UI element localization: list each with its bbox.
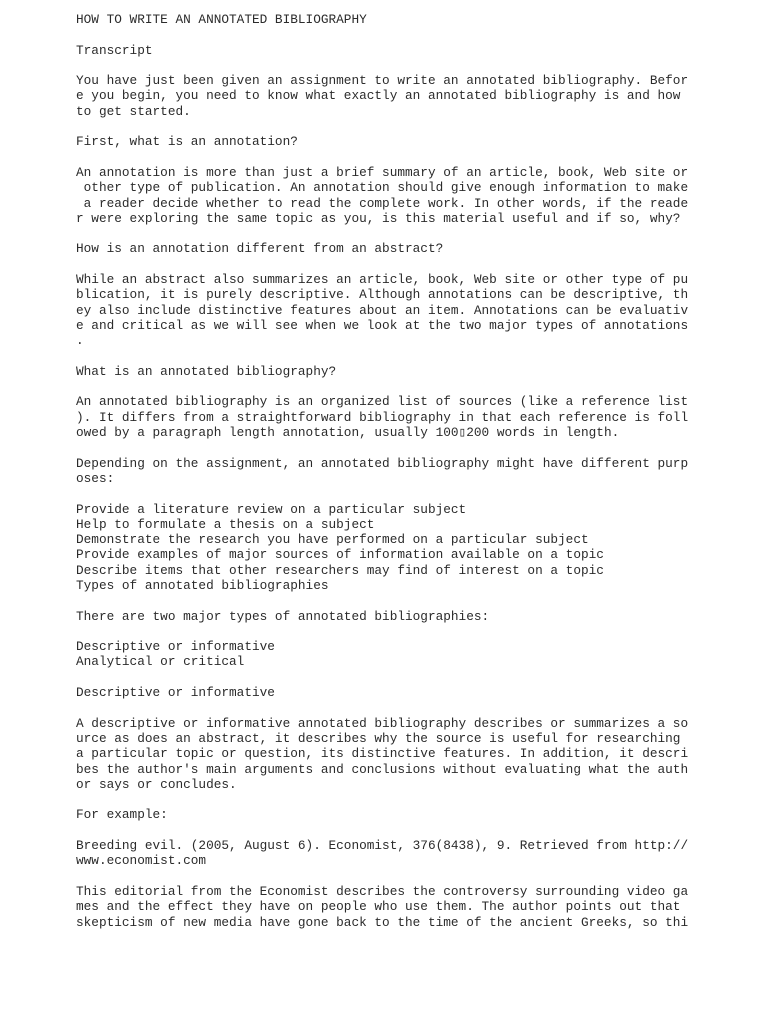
spacer: [76, 593, 676, 608]
section-heading: How is an annotation different from an abstract?: [76, 241, 444, 257]
paragraph-line: e and critical as we will see when we look at the two major types of annotations: [76, 317, 689, 333]
paragraph-line: owed by a paragraph length annotation, usually 100▯200 words in length.: [76, 425, 620, 441]
spacer: [76, 869, 676, 884]
paragraph-line: e you begin, you need to know what exactly an annotated bibliography is and how: [76, 88, 681, 104]
paragraph-line: bes the author's main arguments and conclusions without evaluating what the auth: [76, 761, 689, 777]
list-item: Descriptive or informative: [76, 639, 275, 655]
paragraph-line: An annotated bibliography is an organized list of sources (like a reference list: [76, 394, 689, 410]
spacer: [76, 150, 676, 165]
example-label: For example:: [76, 807, 168, 823]
spacer: [76, 440, 676, 455]
paragraph-line: to get started.: [76, 103, 191, 119]
annotation-definition-paragraph: [76, 164, 689, 226]
section-heading: First, what is an annotation?: [76, 134, 298, 150]
spacer: [76, 27, 676, 42]
document-subtitle: Transcript: [76, 42, 153, 58]
paragraph-line: .: [76, 333, 84, 349]
paragraph-line: r were exploring the same topic as you, is this material useful and if so, why?: [76, 210, 681, 226]
types-intro: There are two major types of annotated bibliographies:: [76, 608, 490, 624]
spacer: [76, 792, 676, 807]
spacer: [76, 349, 676, 364]
spacer: [76, 119, 676, 134]
paragraph-line: oses:: [76, 470, 115, 486]
list-item: Demonstrate the research you have performed on a particular subject: [76, 532, 589, 548]
abstract-comparison-paragraph: [76, 272, 689, 349]
list-item: Provide a literature review on a particular subject: [76, 501, 467, 517]
paragraph-line: Depending on the assignment, an annotated bibliography might have different purp: [76, 455, 689, 471]
paragraph-line: A descriptive or informative annotated bibliography describes or summarizes a so: [76, 715, 689, 731]
paragraph-line: a particular topic or question, its distinctive features. In addition, it descri: [76, 746, 689, 762]
document-title: HOW TO WRITE AN ANNOTATED BIBLIOGRAPHY: [76, 12, 367, 27]
paragraph-line: ). It differs from a straightforward bibliography in that each reference is foll: [76, 409, 689, 425]
paragraph-line: mes and the effect they have on people who use them. The author points out that: [76, 899, 681, 915]
paragraph-line: ey also include distinctive features about an item. Annotations can be evaluativ: [76, 302, 689, 318]
paragraph-line: An annotation is more than just a brief summary of an article, book, Web site or: [76, 164, 689, 180]
paragraph-line: other type of publication. An annotation should give enough information to make: [76, 180, 689, 196]
spacer: [76, 486, 676, 501]
document-page: [76, 12, 689, 930]
example-annotation-paragraph: [76, 883, 689, 930]
spacer: [76, 58, 676, 73]
paragraph-line: a reader decide whether to read the complete work. In other words, if the reade: [76, 195, 689, 211]
spacer: [76, 257, 676, 272]
spacer: [76, 226, 676, 241]
spacer: [76, 379, 676, 394]
section-heading: Descriptive or informative: [76, 685, 275, 701]
list-item: Help to formulate a thesis on a subject: [76, 516, 375, 532]
list-item: Provide examples of major sources of information available on a topic: [76, 547, 604, 563]
list-item: Analytical or critical: [76, 654, 245, 670]
list-item: Types of annotated bibliographies: [76, 577, 329, 593]
types-list: [76, 639, 676, 670]
purposes-intro-paragraph: [76, 455, 689, 487]
spacer: [76, 670, 676, 685]
paragraph-line: You have just been given an assignment to write an annotated bibliography. Befor: [76, 73, 689, 89]
descriptive-paragraph: [76, 715, 689, 792]
purposes-list: [76, 502, 676, 594]
citation-line: Breeding evil. (2005, August 6). Economist, 376(8438), 9. Retrieved from http://: [76, 838, 689, 854]
section-heading: What is an annotated bibliography?: [76, 363, 337, 379]
spacer: [76, 823, 676, 838]
citation: [76, 838, 689, 869]
paragraph-line: urce as does an abstract, it describes why the source is useful for researching: [76, 730, 681, 746]
paragraph-line: or says or concludes.: [76, 776, 237, 792]
intro-paragraph: [76, 73, 689, 119]
paragraph-line: While an abstract also summarizes an article, book, Web site or other type of pu: [76, 272, 689, 288]
list-item: Describe items that other researchers may find of interest on a topic: [76, 562, 604, 578]
spacer: [76, 624, 676, 639]
paragraph-line: This editorial from the Economist describes the controversy surrounding video ga: [76, 883, 689, 899]
citation-line: www.economist.com: [76, 853, 207, 869]
spacer: [76, 700, 676, 715]
paragraph-line: skepticism of new media have gone back to the time of the ancient Greeks, so thi: [76, 914, 689, 930]
paragraph-line: blication, it is purely descriptive. Although annotations can be descriptive, th: [76, 287, 689, 303]
bibliography-definition-paragraph: [76, 394, 689, 441]
